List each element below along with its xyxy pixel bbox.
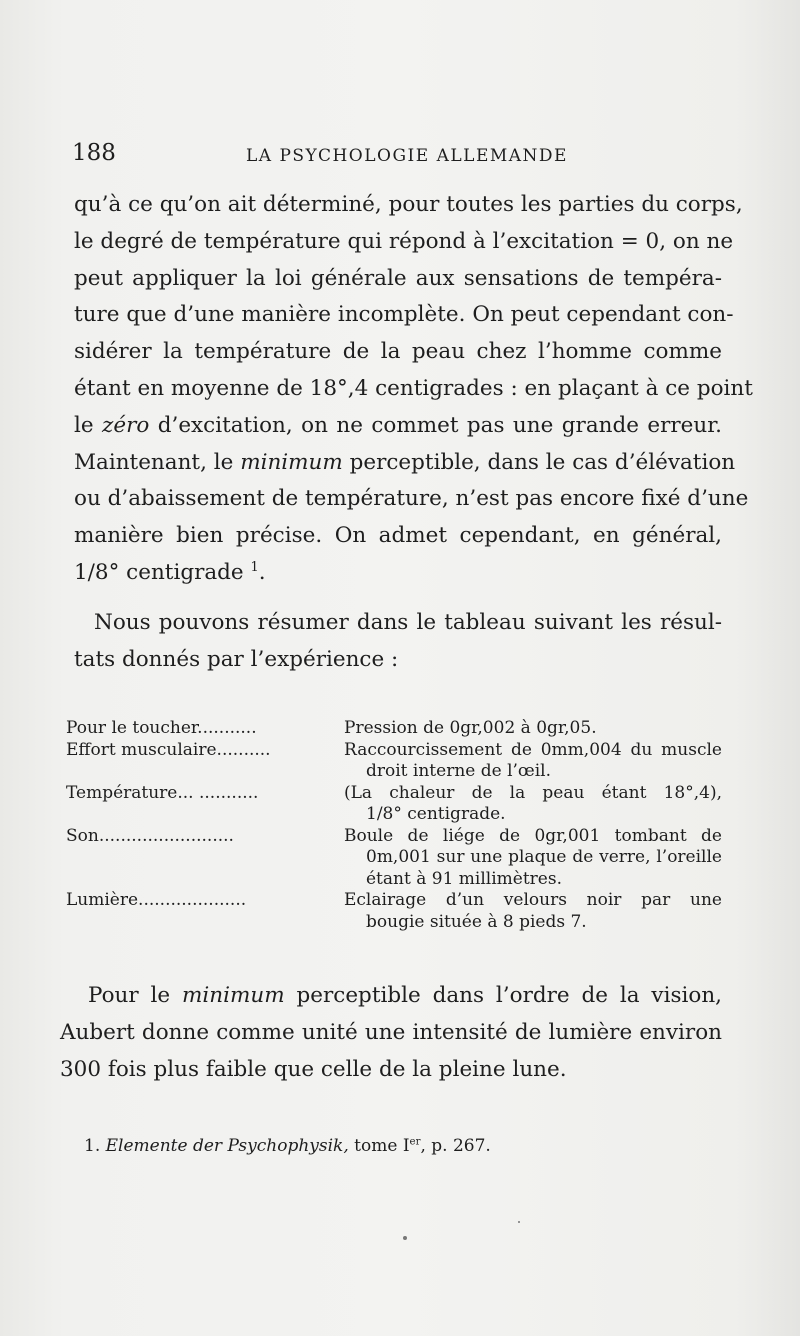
row-label: Effort musculaire..........	[66, 739, 271, 760]
row-description: Pression de 0gr,002 à 0gr,05.	[344, 718, 597, 738]
row-description: Boule de liége de 0gr,001 tombant de 0m,001 sur une plaque de verre, l’oreille étant à 91 millimètres.	[344, 825, 722, 889]
table-row	[66, 826, 722, 891]
paragraph-2	[74, 605, 722, 679]
text-line: Pour le minimum perceptible dans l’ordre de la vision,	[88, 983, 722, 1008]
text-line: le degré de température qui répond à l’excitation = 0, on ne	[74, 228, 734, 254]
table-row	[66, 740, 722, 783]
running-head: LA PSYCHOLOGIE ALLEMANDE	[246, 146, 568, 166]
text-line: 300 fois plus faible que celle de la pleine lune.	[60, 1056, 567, 1082]
footnote-number: 1.	[84, 1136, 101, 1156]
text-line: qu’à ce qu’on ait déterminé, pour toutes les parties du corps,	[74, 192, 743, 217]
text-line: tats donnés par l’expérience :	[74, 646, 399, 672]
row-description: Raccourcissement de 0mm,004 du muscle droit interne de l’œil.	[344, 739, 722, 781]
results-table	[66, 718, 722, 933]
text-line: étant en moyenne de 18°,4 centigrades : en plaçant à ce point	[74, 375, 753, 401]
row-label: Son.........................	[66, 825, 234, 846]
text-line: peut appliquer la loi générale aux sensations de tempéra-	[74, 265, 722, 291]
text-line: manière bien précise. On admet cependant, en général,	[74, 523, 722, 549]
page-header	[72, 140, 722, 170]
text-line: sidérer la température de la peau chez l’homme comme	[74, 339, 722, 365]
row-label: Température... ...........	[66, 782, 259, 803]
text-line: Maintenant, le minimum perceptible, dans le cas d’élévation	[74, 449, 736, 475]
table-row	[66, 718, 722, 740]
table-row	[66, 890, 722, 933]
print-speck	[403, 1236, 407, 1240]
text-line: le zéro d’excitation, on ne commet pas une grande erreur.	[74, 412, 722, 438]
paragraph-1	[74, 187, 753, 592]
page-number: 188	[72, 140, 116, 166]
text-line: Aubert donne comme unité une intensité de lumière environ	[60, 1019, 722, 1045]
italic-term: zéro	[102, 412, 150, 438]
footnote-title: Elemente der Psychophysik,	[105, 1136, 349, 1156]
italic-term: minimum	[240, 449, 343, 475]
row-description: (La chaleur de la peau étant 18°,4), 1/8° centigrade.	[344, 782, 722, 824]
text-line: ou d’abaissement de température, n’est pas encore fixé d’une	[74, 486, 749, 512]
text-line: Nous pouvons résumer dans le tableau suivant les résul-	[94, 610, 722, 635]
table-row	[66, 783, 722, 826]
row-description: Eclairage d’un velours noir par une bougie située à 8 pieds 7.	[344, 890, 722, 932]
row-label: Lumière....................	[66, 890, 247, 910]
text-line: ture que d’une manière incomplète. On peut cependant con-	[74, 302, 734, 328]
print-speck	[518, 1221, 520, 1223]
italic-term: minimum	[182, 983, 285, 1008]
row-label: Pour le toucher...........	[66, 718, 257, 738]
paragraph-3	[60, 978, 722, 1088]
footnote-ref: 1	[250, 559, 259, 575]
text-line: 1/8° centigrade $^1$.	[74, 559, 266, 585]
footnote: 1. Elemente der Psychophysik, tome Ier, p. 267.	[84, 1136, 491, 1156]
